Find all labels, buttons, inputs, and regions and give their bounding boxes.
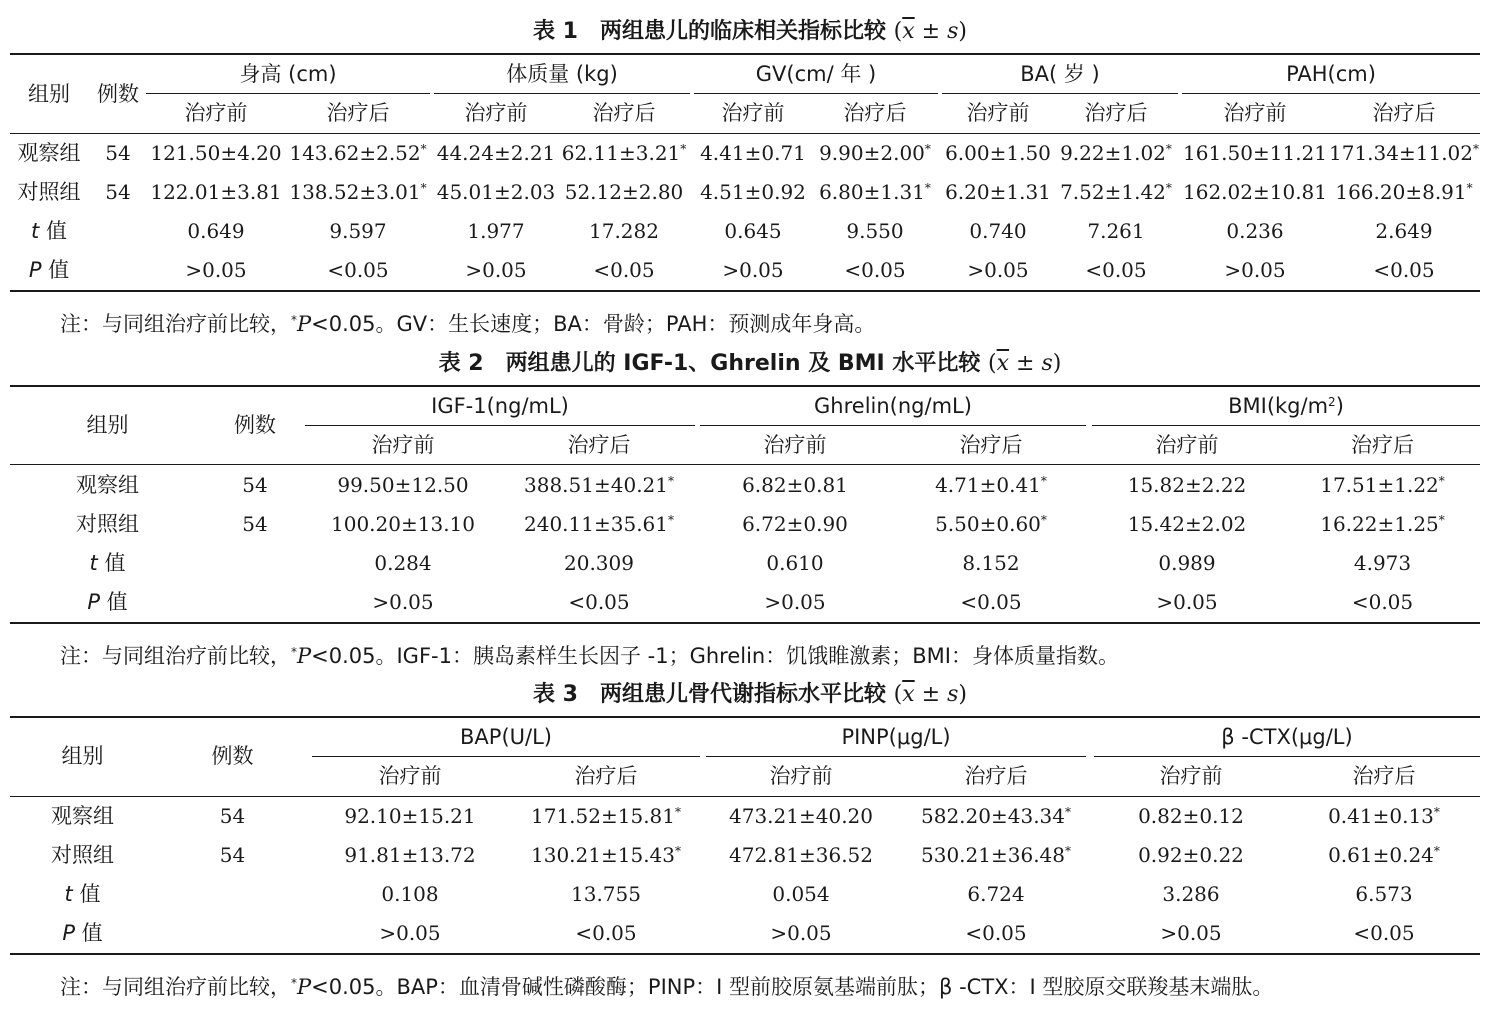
table-2-note: 注：与同组治疗前比较，*P<0.05。IGF-1：胰岛素样生长因子 -1；Ghrelin：饥饿睢激素；BMI：身体质量指数。 xyxy=(60,644,1119,668)
table-2-metric-bmi: $BMI(kg/m^2)$ xyxy=(1228,394,1344,418)
value-cell: 162.02±10.81 xyxy=(1183,180,1327,204)
table-1-sub-after: 治疗后 xyxy=(843,101,907,125)
value-cell: 4.973 xyxy=(1353,551,1412,575)
table-1-sub-before: 治疗前 xyxy=(1223,101,1287,125)
value-cell: <0.05 xyxy=(1351,590,1414,614)
table-3-head-n: 例数 xyxy=(211,744,254,768)
value-cell: 8.152 xyxy=(962,551,1020,575)
value-cell: >0.05 xyxy=(764,590,826,614)
value-cell: 0.61±0.24* xyxy=(1328,843,1440,867)
table-3-sub-after: 治疗后 xyxy=(1352,764,1416,788)
table-3-sub-before: 治疗前 xyxy=(769,764,833,788)
table-2-metric-igf: IGF-1(ng/mL) xyxy=(431,394,569,418)
value-cell: 121.50±4.20 xyxy=(150,141,282,165)
value-cell: 0.41±0.13* xyxy=(1328,804,1440,828)
table-3-sub-after: 治疗后 xyxy=(574,764,638,788)
value-cell: 0.649 xyxy=(187,219,245,243)
value-cell: 171.52±15.81* xyxy=(531,804,681,828)
table-3-metric-ctx: β -CTX(μg/L) xyxy=(1221,725,1353,749)
value-cell: <0.05 xyxy=(327,258,389,282)
row-label: 观察组 xyxy=(51,804,114,828)
row-label: P 值 xyxy=(87,590,128,614)
table-2-sub-after: 治疗后 xyxy=(567,433,631,457)
table-1-metric-pah: PAH(cm) xyxy=(1286,62,1376,86)
value-cell: >0.05 xyxy=(1156,590,1218,614)
table-1-sub-before: 治疗前 xyxy=(184,101,248,125)
value-cell: 6.72±0.90 xyxy=(742,512,848,536)
table-2-sub-after: 治疗后 xyxy=(1351,433,1414,457)
value-cell: 0.610 xyxy=(766,551,824,575)
value-cell: 13.755 xyxy=(571,882,641,906)
value-cell: 473.21±40.20 xyxy=(729,804,873,828)
table-1-sub-after: 治疗后 xyxy=(1372,101,1436,125)
row-label: 对照组 xyxy=(17,180,81,204)
value-cell: 122.01±3.81 xyxy=(150,180,282,204)
value-cell: >0.05 xyxy=(379,921,441,945)
table-3-note: 注：与同组治疗前比较，*P<0.05。BAP：血清骨碱性磷酸酶；PINP：I 型前胶原氨基端前肽；β -CTX：I 型胶原交联羧基末端肽。 xyxy=(60,975,1274,999)
value-cell: <0.05 xyxy=(575,921,637,945)
value-cell: 17.282 xyxy=(589,219,659,243)
value-cell: 6.00±1.50 xyxy=(945,141,1051,165)
table-2-head-rule xyxy=(10,464,1480,465)
value-cell: 1.977 xyxy=(467,219,525,243)
table-1-note: 注：与同组治疗前比较，*P<0.05。GV：生长速度；BA：骨龄；PAH：预测成年身高。 xyxy=(60,312,876,336)
value-cell: 5.50±0.60* xyxy=(935,512,1047,536)
table-1-metric-height: 身高 (cm) xyxy=(239,62,337,86)
value-cell: 15.82±2.22 xyxy=(1127,473,1247,497)
table-1-metric-ba: BA( 岁 ) xyxy=(1020,62,1100,86)
value-cell: <0.05 xyxy=(844,258,906,282)
row-label: t 值 xyxy=(64,882,101,906)
value-cell: 7.261 xyxy=(1087,219,1145,243)
table-1-metric-gv: GV(cm/ 年 ) xyxy=(755,62,877,86)
value-cell: 0.740 xyxy=(969,219,1027,243)
value-cell: 7.52±1.42* xyxy=(1060,180,1172,204)
value-cell: 171.34±11.02* xyxy=(1329,141,1479,165)
table-2-sub-before: 治疗前 xyxy=(371,433,435,457)
value-cell: >0.05 xyxy=(1160,921,1222,945)
table-1-title: 表 1 两组患儿的临床相关指标比较 $(\overline{x} \pm s)$ xyxy=(533,19,967,44)
value-cell: 100.20±13.10 xyxy=(331,512,475,536)
value-cell: 0.236 xyxy=(1226,219,1284,243)
value-cell: 9.90±2.00* xyxy=(819,141,931,165)
value-cell: 0.054 xyxy=(772,882,830,906)
value-cell: >0.05 xyxy=(372,590,434,614)
value-cell: <0.05 xyxy=(1085,258,1147,282)
value-cell: 6.80±1.31* xyxy=(819,180,931,204)
value-cell: 52.12±2.80 xyxy=(564,180,684,204)
table-3-sub-before: 治疗前 xyxy=(378,764,442,788)
value-cell: 166.20±8.91* xyxy=(1335,180,1473,204)
row-n: 54 xyxy=(242,512,268,536)
value-cell: 9.22±1.02* xyxy=(1060,141,1172,165)
value-cell: 92.10±15.21 xyxy=(344,804,476,828)
row-n: 54 xyxy=(219,843,246,867)
value-cell: <0.05 xyxy=(965,921,1027,945)
row-n: 54 xyxy=(105,180,131,204)
value-cell: 45.01±2.03 xyxy=(436,180,556,204)
value-cell: 0.92±0.22 xyxy=(1138,843,1244,867)
value-cell: 161.50±11.21 xyxy=(1183,141,1327,165)
value-cell: 6.573 xyxy=(1355,882,1413,906)
value-cell: 4.41±0.71 xyxy=(700,141,806,165)
value-cell: 0.989 xyxy=(1158,551,1216,575)
table-2-sub-before: 治疗前 xyxy=(1155,433,1219,457)
value-cell: <0.05 xyxy=(1373,258,1435,282)
value-cell: 3.286 xyxy=(1162,882,1220,906)
row-label: 观察组 xyxy=(76,473,139,497)
value-cell: 6.82±0.81 xyxy=(742,473,848,497)
table-2-metric-ghrelin: Ghrelin(ng/mL) xyxy=(814,394,972,418)
value-cell: <0.05 xyxy=(568,590,630,614)
value-cell: >0.05 xyxy=(465,258,527,282)
value-cell: 0.108 xyxy=(381,882,439,906)
value-cell: >0.05 xyxy=(1224,258,1286,282)
value-cell: 99.50±12.50 xyxy=(337,473,469,497)
value-cell: <0.05 xyxy=(593,258,655,282)
table-2-head-n: 例数 xyxy=(234,413,276,437)
table-3-metric-pinp: PINP(μg/L) xyxy=(841,725,951,749)
value-cell: 15.42±2.02 xyxy=(1127,512,1247,536)
row-n: 54 xyxy=(219,804,246,828)
value-cell: 9.597 xyxy=(329,219,387,243)
row-label: t 值 xyxy=(89,551,126,575)
table-1-metric-weight: 体质量 (kg) xyxy=(506,62,618,86)
table-2-head-group: 组别 xyxy=(86,413,129,437)
value-cell: 143.62±2.52* xyxy=(289,141,427,165)
row-label: P 值 xyxy=(62,921,103,945)
value-cell: >0.05 xyxy=(770,921,832,945)
value-cell: 2.649 xyxy=(1375,219,1433,243)
value-cell: 20.309 xyxy=(564,551,634,575)
table-1-sub-before: 治疗前 xyxy=(464,101,528,125)
value-cell: 91.81±13.72 xyxy=(344,843,476,867)
value-cell: 4.51±0.92 xyxy=(700,180,806,204)
value-cell: <0.05 xyxy=(1353,921,1415,945)
table-1-sub-before: 治疗前 xyxy=(966,101,1030,125)
value-cell: >0.05 xyxy=(967,258,1029,282)
value-cell: 388.51±40.21* xyxy=(524,473,674,497)
value-cell: 138.52±3.01* xyxy=(289,180,427,204)
table-2-title: 表 2 两组患儿的 IGF-1、Ghrelin 及 BMI 水平比较 $(\overline{x} \pm s)$ xyxy=(438,351,1062,376)
table-1-head-n: 例数 xyxy=(97,82,139,106)
table-3-title: 表 3 两组患儿骨代谢指标水平比较 $(\overline{x} \pm s)$ xyxy=(533,682,967,707)
value-cell: <0.05 xyxy=(960,590,1022,614)
table-2-sub-after: 治疗后 xyxy=(959,433,1023,457)
table-1-head-group: 组别 xyxy=(28,82,70,106)
value-cell: 240.11±35.61* xyxy=(524,512,674,536)
value-cell: 0.82±0.12 xyxy=(1138,804,1244,828)
row-n: 54 xyxy=(105,141,131,165)
value-cell: 130.21±15.43* xyxy=(531,843,681,867)
value-cell: 530.21±36.48* xyxy=(921,843,1071,867)
value-cell: 9.550 xyxy=(846,219,904,243)
table-1-sub-before: 治疗前 xyxy=(721,101,785,125)
table-3-metric-bap: BAP(U/L) xyxy=(460,725,552,749)
table-3-sub-after: 治疗后 xyxy=(964,764,1028,788)
value-cell: 4.71±0.41* xyxy=(935,473,1047,497)
table-1-bottom-rule xyxy=(10,290,1480,292)
value-cell: 6.20±1.31 xyxy=(945,180,1051,204)
value-cell: 44.24±2.21 xyxy=(436,141,556,165)
row-label: P 值 xyxy=(28,258,70,282)
table-1-sub-after: 治疗后 xyxy=(326,101,390,125)
value-cell: >0.05 xyxy=(185,258,247,282)
value-cell: 582.20±43.34* xyxy=(921,804,1071,828)
value-cell: 6.724 xyxy=(967,882,1025,906)
value-cell: >0.05 xyxy=(722,258,784,282)
table-1-sub-after: 治疗后 xyxy=(592,101,656,125)
value-cell: 472.81±36.52 xyxy=(729,843,873,867)
table-2-bottom-rule xyxy=(10,622,1480,624)
value-cell: 17.51±1.22* xyxy=(1320,473,1445,497)
value-cell: 16.22±1.25* xyxy=(1320,512,1445,536)
row-label: 对照组 xyxy=(51,843,114,867)
value-cell: 0.284 xyxy=(374,551,432,575)
table-2-sub-before: 治疗前 xyxy=(763,433,827,457)
row-n: 54 xyxy=(242,473,268,497)
value-cell: 62.11±3.21* xyxy=(561,141,687,165)
table-3-sub-before: 治疗前 xyxy=(1159,764,1223,788)
row-label: 对照组 xyxy=(76,512,139,536)
table-3-head-group: 组别 xyxy=(61,744,104,768)
row-label: 观察组 xyxy=(17,141,81,165)
table-1-sub-after: 治疗后 xyxy=(1084,101,1148,125)
table-3-bottom-rule xyxy=(10,953,1480,955)
value-cell: 0.645 xyxy=(724,219,782,243)
row-label: t 值 xyxy=(31,219,67,243)
